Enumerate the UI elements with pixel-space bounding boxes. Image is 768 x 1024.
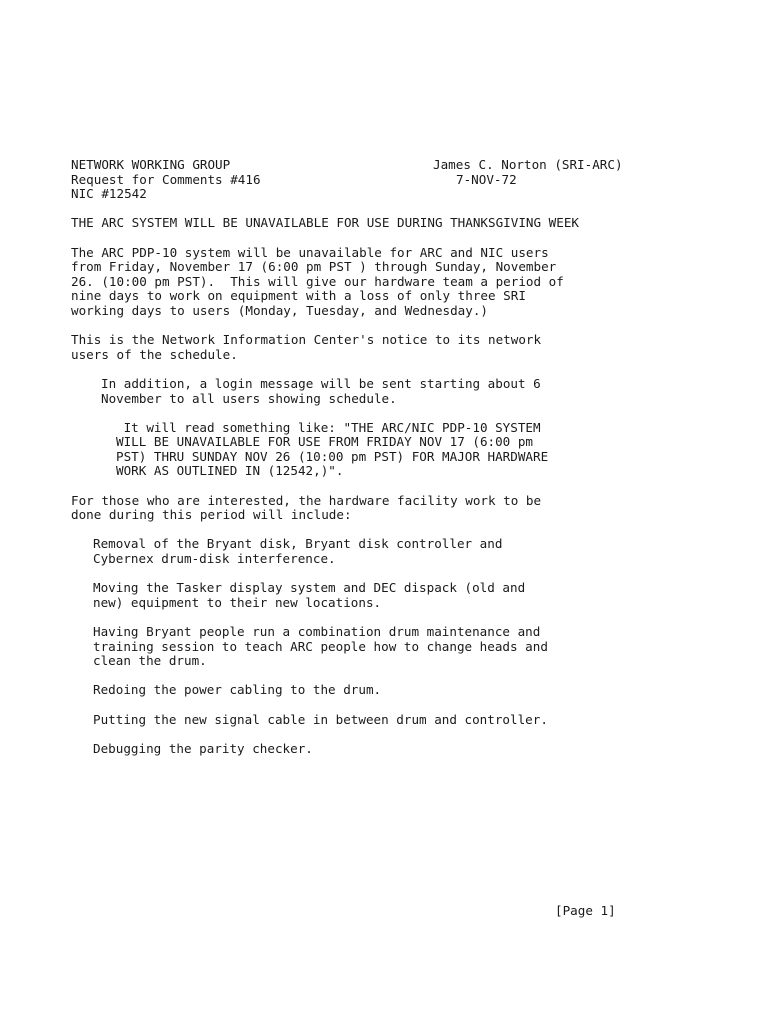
paragraph-message-quote [71,421,711,479]
text-line: Cybernex drum-disk interference. [93,551,336,567]
working-group: NETWORK WORKING GROUP [71,157,231,172]
text-line: nine days to work on equipment with a loss of only three SRI [71,288,526,304]
text-line: Debugging the parity checker. [93,740,313,756]
list-item [93,742,711,757]
paragraph-notice [71,333,711,362]
text-line: The ARC PDP-10 system will be unavailable for ARC and NIC users [71,244,549,260]
list-item [93,713,711,728]
text-line: training session to teach ARC people how to change heads and [93,638,548,654]
paragraph-schedule [71,246,711,319]
text-line: Moving the Tasker display system and DEC dispack (old and [93,580,526,596]
date: 7-NOV-72 [456,171,517,187]
list-item [93,625,711,669]
text-line: WORK AS OUTLINED IN (12542,)". [116,463,344,479]
text-line: Removal of the Bryant disk, Bryant disk controller and [93,536,503,552]
text-line: from Friday, November 17 (6:00 pm PST ) through Sunday, November [71,259,557,275]
text-line: In addition, a login message will be sent starting about 6 [101,375,541,391]
text-line: 26. (10:00 pm PST). This will give our hardware team a period of [71,273,564,289]
text-line: new) equipment to their new locations. [93,594,382,610]
text-line: Having Bryant people run a combination drum maintenance and [93,624,541,639]
text-line: clean the drum. [93,653,207,669]
text-line: Putting the new signal cable in between drum and controller. [93,711,548,727]
list-item [93,683,711,698]
work-item-list [71,537,711,756]
header-row-1 [71,158,711,173]
rfc-document [71,158,711,756]
header-row-2 [71,173,711,188]
text-line: For those who are interested, the hardware facility work to be [71,492,542,508]
text-line: working days to users (Monday, Tuesday, and Wednesday.) [71,302,489,318]
text-line: PST) THRU SUNDAY NOV 26 (10:00 pm PST) FOR MAJOR HARDWARE [116,448,549,464]
page-number: [Page 1] [555,903,616,918]
list-item [93,581,711,610]
text-line: This is the Network Information Center's notice to its network [71,332,542,348]
text-line: WILL BE UNAVAILABLE FOR USE FROM FRIDAY NOV 17 (6:00 pm [116,434,534,450]
document-title: THE ARC SYSTEM WILL BE UNAVAILABLE FOR USE DURING THANKSGIVING WEEK [71,215,579,231]
header-row-3 [71,187,711,202]
paragraph-work-intro [71,494,711,523]
text-line: Redoing the power cabling to the drum. [93,682,382,698]
text-line: It will read something like: "THE ARC/NIC PDP-10 SYSTEM [116,419,541,435]
paragraph-login-message [71,377,711,406]
list-item [93,537,711,566]
text-line: done during this period will include: [71,507,352,523]
text-line: November to all users showing schedule. [101,390,397,406]
rfc-number: Request for Comments #416 [71,171,261,187]
text-line: users of the schedule. [71,346,238,362]
author: James C. Norton (SRI-ARC) [433,157,623,172]
nic-number: NIC #12542 [71,186,147,202]
